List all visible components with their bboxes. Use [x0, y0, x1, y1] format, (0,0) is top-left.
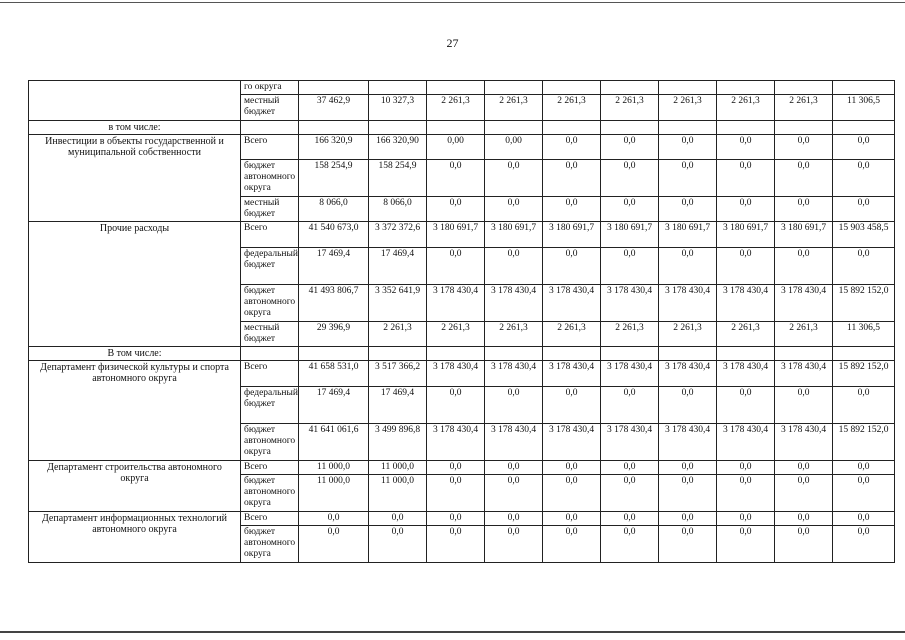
- value-cell: 2 261,3: [659, 95, 717, 121]
- value-cell: 0,0: [601, 512, 659, 526]
- source-cell: Всего: [241, 222, 299, 248]
- value-cell: 3 178 430,4: [717, 285, 775, 322]
- empty-cell: [601, 347, 659, 361]
- value-cell: 0,0: [659, 248, 717, 285]
- value-cell: 0,0: [659, 526, 717, 563]
- value-cell: 0,0: [543, 197, 601, 222]
- empty-cell: [601, 121, 659, 135]
- value-cell: 3 178 430,4: [659, 424, 717, 461]
- value-cell: 0,0: [659, 475, 717, 512]
- empty-cell: [241, 121, 299, 135]
- value-cell: 2 261,3: [601, 95, 659, 121]
- source-cell: Всего: [241, 512, 299, 526]
- value-cell: 0,0: [427, 512, 485, 526]
- empty-cell: [543, 121, 601, 135]
- value-cell: 0,0: [601, 197, 659, 222]
- value-cell: 0,0: [299, 512, 369, 526]
- value-cell: 10 327,3: [369, 95, 427, 121]
- value-cell: 0,0: [369, 526, 427, 563]
- value-cell: 2 261,3: [659, 322, 717, 347]
- value-cell: 2 261,3: [543, 322, 601, 347]
- value-cell: 0,0: [485, 248, 543, 285]
- value-cell: 3 178 430,4: [485, 424, 543, 461]
- page-number: 27: [446, 36, 459, 50]
- value-cell: 0,0: [543, 135, 601, 160]
- value-cell: 0,0: [601, 135, 659, 160]
- value-cell: 0,0: [775, 461, 833, 475]
- source-cell: Всего: [241, 461, 299, 475]
- value-cell: 0,0: [775, 526, 833, 563]
- table-row: [29, 135, 895, 160]
- value-cell: 0,0: [833, 160, 895, 197]
- value-cell: 0,0: [717, 526, 775, 563]
- value-cell: 0,0: [833, 475, 895, 512]
- value-cell: 0,0: [717, 135, 775, 160]
- empty-cell: [241, 347, 299, 361]
- value-cell: 0,0: [427, 248, 485, 285]
- source-cell: местный бюджет: [241, 322, 299, 347]
- value-cell: 0,0: [717, 512, 775, 526]
- value-cell: 11 306,5: [833, 322, 895, 347]
- value-cell: 0,0: [659, 135, 717, 160]
- value-cell: 3 178 430,4: [601, 424, 659, 461]
- value-cell: 0,0: [833, 197, 895, 222]
- empty-cell: [833, 121, 895, 135]
- value-cell: 0,0: [427, 160, 485, 197]
- value-cell: 0,0: [369, 512, 427, 526]
- empty-cell: [299, 347, 369, 361]
- section-label: В том числе:: [29, 347, 241, 361]
- value-cell: 11 306,5: [833, 95, 895, 121]
- value-cell: 166 320,90: [369, 135, 427, 160]
- source-cell: бюджет автономного округа: [241, 475, 299, 512]
- row-name-cell: Департамент строительства автономного округа: [29, 461, 241, 512]
- value-cell: 3 178 430,4: [717, 424, 775, 461]
- value-cell: [833, 81, 895, 95]
- value-cell: 0,0: [485, 387, 543, 424]
- value-cell: 11 000,0: [299, 475, 369, 512]
- value-cell: 2 261,3: [775, 322, 833, 347]
- value-cell: 0,0: [659, 512, 717, 526]
- value-cell: [485, 81, 543, 95]
- empty-cell: [833, 347, 895, 361]
- value-cell: 0,0: [775, 160, 833, 197]
- value-cell: 0,0: [601, 387, 659, 424]
- value-cell: 0,0: [299, 526, 369, 563]
- value-cell: 3 178 430,4: [543, 424, 601, 461]
- value-cell: 3 499 896,8: [369, 424, 427, 461]
- value-cell: 41 641 061,6: [299, 424, 369, 461]
- value-cell: 0,0: [717, 197, 775, 222]
- section-row: [29, 121, 895, 135]
- value-cell: [601, 81, 659, 95]
- value-cell: 0,0: [833, 526, 895, 563]
- empty-cell: [717, 121, 775, 135]
- value-cell: 0,0: [717, 387, 775, 424]
- value-cell: 0,0: [717, 160, 775, 197]
- source-cell: бюджет автономного округа: [241, 526, 299, 563]
- value-cell: 0,0: [659, 160, 717, 197]
- value-cell: 0,0: [601, 526, 659, 563]
- value-cell: [299, 81, 369, 95]
- value-cell: 0,0: [601, 160, 659, 197]
- value-cell: 0,0: [427, 526, 485, 563]
- value-cell: 0,0: [485, 461, 543, 475]
- value-cell: 3 178 430,4: [427, 424, 485, 461]
- row-name-cell: [29, 81, 241, 121]
- value-cell: 0,0: [543, 512, 601, 526]
- empty-cell: [775, 121, 833, 135]
- value-cell: 0,0: [485, 526, 543, 563]
- empty-cell: [485, 347, 543, 361]
- value-cell: 0,0: [543, 475, 601, 512]
- value-cell: 2 261,3: [775, 95, 833, 121]
- empty-cell: [659, 347, 717, 361]
- value-cell: 2 261,3: [427, 322, 485, 347]
- empty-cell: [427, 121, 485, 135]
- value-cell: 8 066,0: [369, 197, 427, 222]
- value-cell: 0,0: [543, 526, 601, 563]
- value-cell: 0,0: [601, 248, 659, 285]
- table-row: [29, 81, 895, 95]
- value-cell: 0,0: [775, 135, 833, 160]
- value-cell: 15 903 458,5: [833, 222, 895, 248]
- value-cell: [427, 81, 485, 95]
- value-cell: 3 180 691,7: [717, 222, 775, 248]
- value-cell: 3 178 430,4: [601, 361, 659, 387]
- empty-cell: [485, 121, 543, 135]
- value-cell: 11 000,0: [369, 475, 427, 512]
- table-row: [29, 222, 895, 248]
- value-cell: 158 254,9: [299, 160, 369, 197]
- value-cell: 3 178 430,4: [485, 361, 543, 387]
- value-cell: 0,0: [543, 248, 601, 285]
- scan-bottom-edge: [0, 631, 905, 633]
- source-cell: Всего: [241, 361, 299, 387]
- source-cell: местный бюджет: [241, 95, 299, 121]
- value-cell: 3 178 430,4: [659, 285, 717, 322]
- section-label: в том числе:: [29, 121, 241, 135]
- value-cell: [659, 81, 717, 95]
- value-cell: 3 178 430,4: [543, 285, 601, 322]
- empty-cell: [543, 347, 601, 361]
- value-cell: 0,0: [833, 512, 895, 526]
- source-cell: федеральный бюджет: [241, 248, 299, 285]
- value-cell: 3 372 372,6: [369, 222, 427, 248]
- value-cell: 2 261,3: [427, 95, 485, 121]
- value-cell: 0,0: [833, 135, 895, 160]
- value-cell: 3 178 430,4: [427, 285, 485, 322]
- budget-table: [28, 80, 895, 563]
- empty-cell: [299, 121, 369, 135]
- value-cell: 0,0: [543, 160, 601, 197]
- value-cell: 3 178 430,4: [775, 361, 833, 387]
- source-cell: Всего: [241, 135, 299, 160]
- empty-cell: [775, 347, 833, 361]
- value-cell: 2 261,3: [601, 322, 659, 347]
- value-cell: 0,0: [543, 387, 601, 424]
- value-cell: 41 493 806,7: [299, 285, 369, 322]
- source-cell: го округа: [241, 81, 299, 95]
- value-cell: 0,0: [717, 248, 775, 285]
- row-name-cell: Департамент информационных технологий автономного округа: [29, 512, 241, 563]
- value-cell: 3 180 691,7: [485, 222, 543, 248]
- source-cell: федеральный бюджет: [241, 387, 299, 424]
- empty-cell: [369, 121, 427, 135]
- value-cell: 2 261,3: [717, 322, 775, 347]
- value-cell: 0,0: [775, 475, 833, 512]
- value-cell: 2 261,3: [485, 95, 543, 121]
- value-cell: 0,0: [427, 197, 485, 222]
- value-cell: 0,0: [833, 387, 895, 424]
- table-row: [29, 461, 895, 475]
- section-row: [29, 347, 895, 361]
- value-cell: 17 469,4: [299, 387, 369, 424]
- value-cell: 0,0: [833, 248, 895, 285]
- value-cell: 2 261,3: [369, 322, 427, 347]
- value-cell: 0,0: [659, 197, 717, 222]
- value-cell: 0,0: [485, 512, 543, 526]
- table-row: [29, 512, 895, 526]
- value-cell: 3 178 430,4: [601, 285, 659, 322]
- value-cell: [775, 81, 833, 95]
- value-cell: 15 892 152,0: [833, 424, 895, 461]
- value-cell: [717, 81, 775, 95]
- value-cell: 0,0: [775, 248, 833, 285]
- value-cell: 0,0: [427, 475, 485, 512]
- value-cell: 3 180 691,7: [543, 222, 601, 248]
- value-cell: 0,0: [601, 475, 659, 512]
- value-cell: [369, 81, 427, 95]
- value-cell: 0,0: [659, 387, 717, 424]
- value-cell: 0,0: [775, 387, 833, 424]
- value-cell: 0,0: [543, 461, 601, 475]
- value-cell: 8 066,0: [299, 197, 369, 222]
- value-cell: 0,0: [717, 461, 775, 475]
- value-cell: 37 462,9: [299, 95, 369, 121]
- value-cell: 0,0: [485, 475, 543, 512]
- value-cell: 158 254,9: [369, 160, 427, 197]
- value-cell: 3 178 430,4: [775, 424, 833, 461]
- value-cell: 3 352 641,9: [369, 285, 427, 322]
- value-cell: 0,0: [717, 475, 775, 512]
- value-cell: 3 180 691,7: [659, 222, 717, 248]
- value-cell: 3 178 430,4: [717, 361, 775, 387]
- value-cell: 3 180 691,7: [775, 222, 833, 248]
- table-row: [29, 361, 895, 387]
- value-cell: 3 178 430,4: [543, 361, 601, 387]
- value-cell: 0,0: [601, 461, 659, 475]
- value-cell: 15 892 152,0: [833, 285, 895, 322]
- value-cell: 3 178 430,4: [775, 285, 833, 322]
- empty-cell: [369, 347, 427, 361]
- source-cell: бюджет автономного округа: [241, 160, 299, 197]
- value-cell: 0,0: [427, 461, 485, 475]
- value-cell: 0,0: [775, 197, 833, 222]
- value-cell: 11 000,0: [369, 461, 427, 475]
- value-cell: 0,00: [427, 135, 485, 160]
- value-cell: 3 178 430,4: [427, 361, 485, 387]
- source-cell: бюджет автономного округа: [241, 285, 299, 322]
- value-cell: 2 261,3: [485, 322, 543, 347]
- value-cell: 17 469,4: [369, 248, 427, 285]
- value-cell: 0,0: [833, 461, 895, 475]
- empty-cell: [427, 347, 485, 361]
- value-cell: 3 180 691,7: [601, 222, 659, 248]
- row-name-cell: Инвестиции в объекты государственной и муниципальной собственности: [29, 135, 241, 222]
- value-cell: 0,0: [427, 387, 485, 424]
- empty-cell: [717, 347, 775, 361]
- value-cell: [543, 81, 601, 95]
- value-cell: 3 180 691,7: [427, 222, 485, 248]
- value-cell: 2 261,3: [717, 95, 775, 121]
- value-cell: 41 658 531,0: [299, 361, 369, 387]
- value-cell: 17 469,4: [369, 387, 427, 424]
- value-cell: 29 396,9: [299, 322, 369, 347]
- value-cell: 3 178 430,4: [485, 285, 543, 322]
- value-cell: 11 000,0: [299, 461, 369, 475]
- value-cell: 15 892 152,0: [833, 361, 895, 387]
- value-cell: 0,0: [485, 197, 543, 222]
- value-cell: 0,0: [659, 461, 717, 475]
- scan-top-edge: [0, 2, 905, 3]
- value-cell: 0,00: [485, 135, 543, 160]
- value-cell: 0,0: [485, 160, 543, 197]
- source-cell: местный бюджет: [241, 197, 299, 222]
- source-cell: бюджет автономного округа: [241, 424, 299, 461]
- value-cell: 2 261,3: [543, 95, 601, 121]
- value-cell: 0,0: [775, 512, 833, 526]
- value-cell: 3 517 366,2: [369, 361, 427, 387]
- value-cell: 41 540 673,0: [299, 222, 369, 248]
- row-name-cell: Прочие расходы: [29, 222, 241, 347]
- value-cell: 17 469,4: [299, 248, 369, 285]
- value-cell: 166 320,9: [299, 135, 369, 160]
- row-name-cell: Департамент физической культуры и спорта автономного округа: [29, 361, 241, 461]
- empty-cell: [659, 121, 717, 135]
- value-cell: 3 178 430,4: [659, 361, 717, 387]
